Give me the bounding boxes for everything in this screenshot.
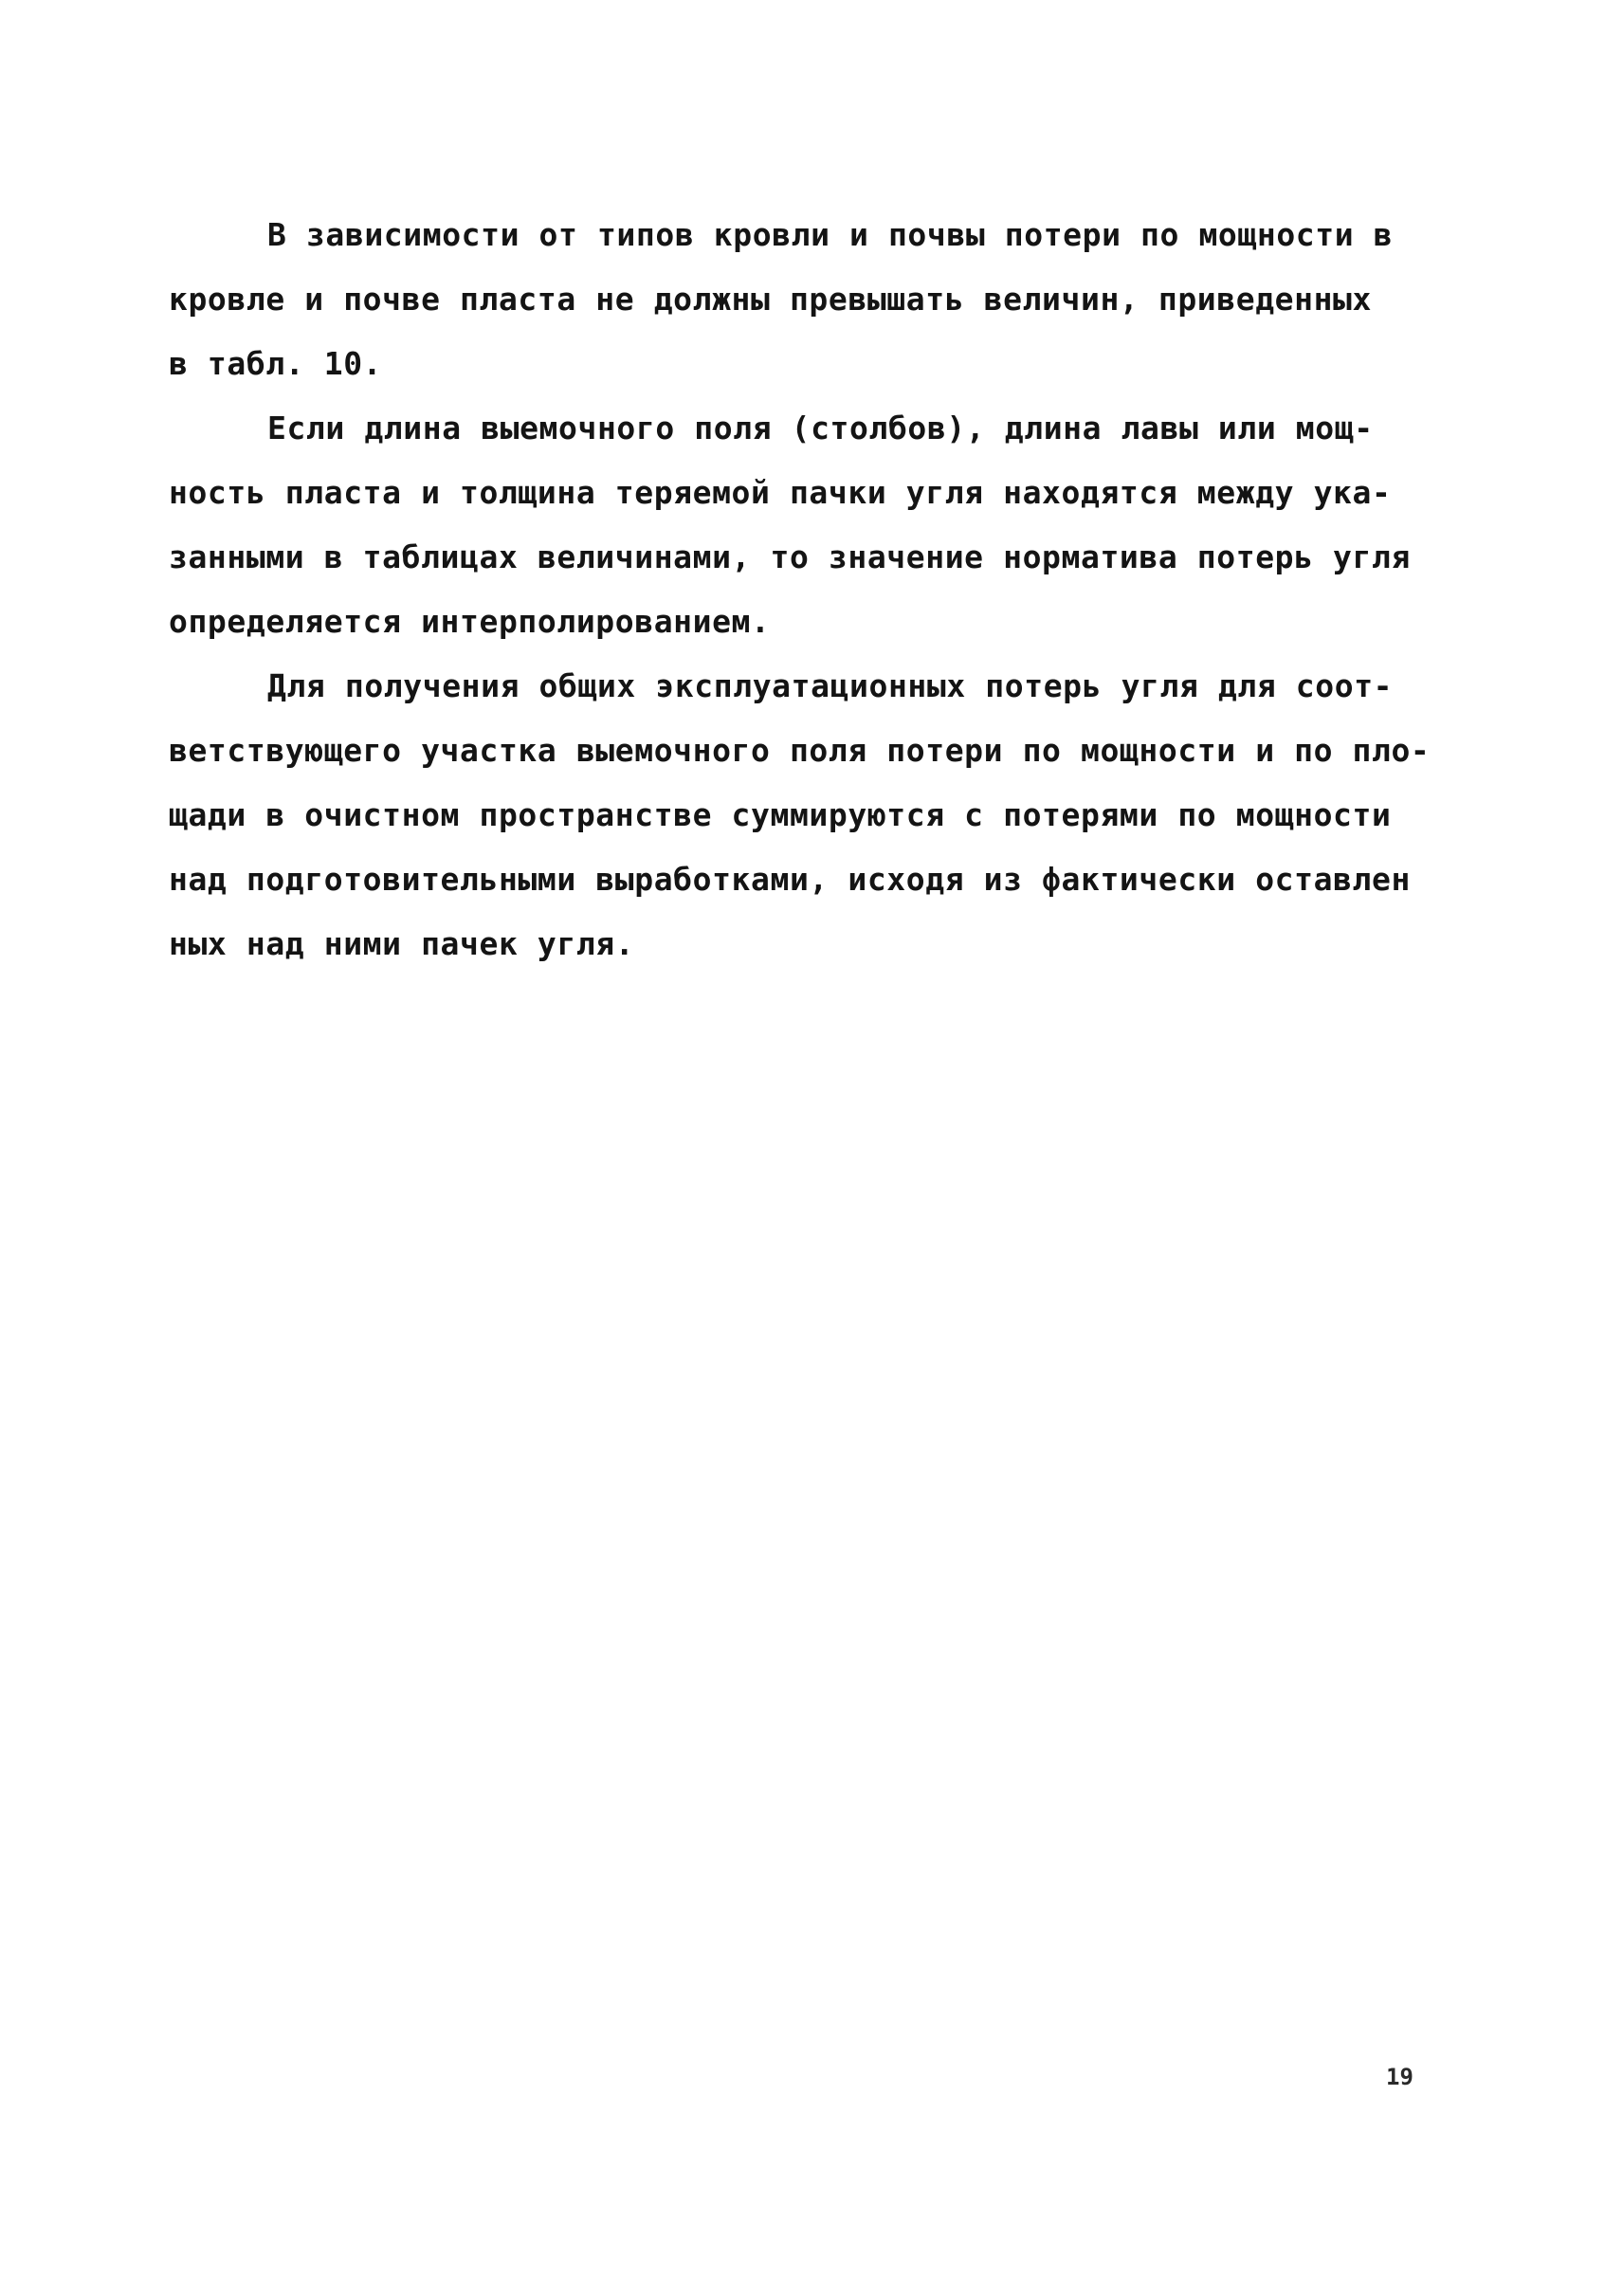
text-line: ность пласта и толщина теряемой пачки угля находятся между ука- bbox=[169, 474, 1392, 511]
text-line: Для получения общих эксплуатационных потерь угля для соот- bbox=[267, 667, 1394, 704]
text-line: определяется интерполированием. bbox=[169, 603, 771, 640]
text-line: в табл. 10. bbox=[169, 345, 383, 382]
text-line: ных над ними пачек угля. bbox=[169, 925, 635, 962]
page-number: 19 bbox=[1386, 2064, 1413, 2090]
text-line: занными в таблицах величинами, то значение норматива потерь угля bbox=[169, 538, 1411, 575]
text-line: над подготовительными выработками, исходя из фактически оставлен bbox=[169, 861, 1411, 898]
body-text bbox=[169, 203, 1496, 976]
text-line: Если длина выемочного поля (столбов), длина лавы или мощ- bbox=[267, 410, 1374, 446]
text-line: кровле и почве пласта не должны превышать величин, приведенных bbox=[169, 281, 1372, 318]
text-line: ветствующего участка выемочного поля потери по мощности и по пло- bbox=[169, 732, 1431, 769]
text-line: В зависимости от типов кровли и почвы потери по мощности в bbox=[267, 216, 1394, 253]
text-line: щади в очистном пространстве суммируются с потерями по мощности bbox=[169, 796, 1392, 833]
